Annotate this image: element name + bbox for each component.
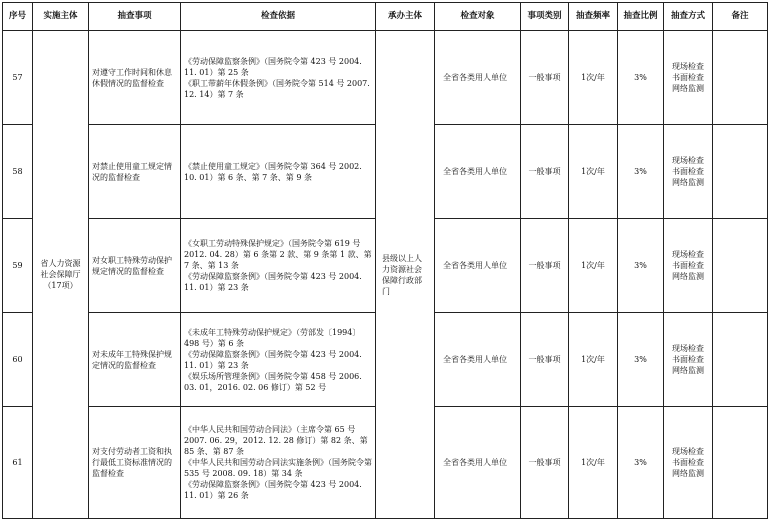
method-line: 网络监测 xyxy=(672,469,704,478)
header-cell: 承办主体 xyxy=(376,3,435,31)
basis-cell xyxy=(181,31,376,125)
inspection-frequency: 1次/年 xyxy=(569,31,618,125)
row-number: 57 xyxy=(3,31,33,125)
basis-line: 《娱乐场所管理条例》（国务院令第 458 号 2006. 03. 01，2016. 02. 06 修订）第 52 号 xyxy=(184,371,362,392)
item-category: 一般事项 xyxy=(521,407,569,519)
undertaker-cell: 县级以上人力资源社会保障行政部门 xyxy=(376,31,435,519)
inspection-object: 全省各类用人单位 xyxy=(435,219,521,313)
inspection-method xyxy=(664,31,713,125)
header-cell: 事项类别 xyxy=(521,3,569,31)
item-category: 一般事项 xyxy=(521,31,569,125)
inspection-ratio: 3% xyxy=(618,31,664,125)
inspection-item: 对遵守工作时间和休息休假情况的监督检查 xyxy=(89,31,181,125)
inspection-item: 对未成年工特殊保护规定情况的监督检查 xyxy=(89,313,181,407)
basis-cell xyxy=(181,407,376,519)
inspection-frequency: 1次/年 xyxy=(569,125,618,219)
method-line: 网络监测 xyxy=(672,272,704,281)
inspection-method xyxy=(664,125,713,219)
header-cell: 抽查事项 xyxy=(89,3,181,31)
inspection-table xyxy=(2,2,768,519)
header-row xyxy=(3,3,768,31)
header-cell: 备注 xyxy=(713,3,768,31)
header-cell: 抽查频率 xyxy=(569,3,618,31)
method-line: 书面检查 xyxy=(672,458,704,467)
method-line: 现场检查 xyxy=(672,250,704,259)
method-line: 现场检查 xyxy=(672,344,704,353)
basis-cell xyxy=(181,313,376,407)
inspection-item: 对女职工特殊劳动保护规定情况的监督检查 xyxy=(89,219,181,313)
row-number: 61 xyxy=(3,407,33,519)
row-number: 58 xyxy=(3,125,33,219)
basis-cell xyxy=(181,219,376,313)
inspection-item: 对支付劳动者工资和执行最低工资标准情况的监督检查 xyxy=(89,407,181,519)
inspection-object: 全省各类用人单位 xyxy=(435,31,521,125)
method-line: 书面检查 xyxy=(672,167,704,176)
inspection-item: 对禁止使用童工规定情况的监督检查 xyxy=(89,125,181,219)
method-line: 书面检查 xyxy=(672,355,704,364)
basis-line: 《女职工劳动特殊保护规定》（国务院令第 619 号 2012. 04. 28）第 6 条第 2 款、第 9 条第 1 款、第 7 条、第 13 条 xyxy=(184,239,372,270)
header-cell: 实施主体 xyxy=(33,3,89,31)
header-cell: 检查对象 xyxy=(435,3,521,31)
method-line: 书面检查 xyxy=(672,73,704,82)
item-category: 一般事项 xyxy=(521,125,569,219)
item-category: 一般事项 xyxy=(521,219,569,313)
method-line: 网络监测 xyxy=(672,84,704,93)
inspection-ratio: 3% xyxy=(618,125,664,219)
basis-line: 《劳动保障监察条例》（国务院令第 423 号 2004. 11. 01）第 25 条 xyxy=(184,56,362,77)
item-category: 一般事项 xyxy=(521,313,569,407)
inspection-object: 全省各类用人单位 xyxy=(435,407,521,519)
inspection-ratio: 3% xyxy=(618,407,664,519)
basis-line: 《职工带薪年休假条例》（国务院令第 514 号 2007. 12. 14）第 7 条 xyxy=(184,78,370,99)
inspection-frequency: 1次/年 xyxy=(569,407,618,519)
note-cell xyxy=(713,407,768,519)
note-cell xyxy=(713,313,768,407)
inspection-frequency: 1次/年 xyxy=(569,219,618,313)
implementer-cell: 省人力资源社会保障厅（17项） xyxy=(33,31,89,519)
note-cell xyxy=(713,31,768,125)
inspection-method xyxy=(664,313,713,407)
header-cell: 检查依据 xyxy=(181,3,376,31)
method-line: 书面检查 xyxy=(672,261,704,270)
inspection-object: 全省各类用人单位 xyxy=(435,125,521,219)
inspection-ratio: 3% xyxy=(618,219,664,313)
header-cell: 抽查方式 xyxy=(664,3,713,31)
basis-cell xyxy=(181,125,376,219)
method-line: 现场检查 xyxy=(672,156,704,165)
inspection-object: 全省各类用人单位 xyxy=(435,313,521,407)
basis-line: 《劳动保障监察条例》（国务院令第 423 号 2004. 11. 01）第 26 条 xyxy=(184,480,362,500)
header-cell: 序号 xyxy=(3,3,33,31)
basis-line: 《中华人民共和国劳动合同法实施条例》（国务院令第 535 号 2008. 09. 18）第 34 条 xyxy=(184,458,372,478)
method-line: 网络监测 xyxy=(672,366,704,375)
method-line: 现场检查 xyxy=(672,62,704,71)
inspection-method xyxy=(664,219,713,313)
table-row xyxy=(3,31,768,125)
inspection-ratio: 3% xyxy=(618,313,664,407)
inspection-frequency: 1次/年 xyxy=(569,313,618,407)
basis-line: 《未成年工特殊劳动保护规定》（劳部发〔1994〕498 号）第 6 条 xyxy=(184,327,361,348)
header-cell: 抽查比例 xyxy=(618,3,664,31)
basis-line: 《禁止使用童工规定》（国务院令第 364 号 2002. 10. 01）第 6 条、第 7 条、第 9 条 xyxy=(184,161,362,182)
method-line: 现场检查 xyxy=(672,447,704,456)
row-number: 59 xyxy=(3,219,33,313)
method-line: 网络监测 xyxy=(672,178,704,187)
inspection-method xyxy=(664,407,713,519)
note-cell xyxy=(713,219,768,313)
basis-line: 《劳动保障监察条例》（国务院令第 423 号 2004. 11. 01）第 23 条 xyxy=(184,272,362,292)
note-cell xyxy=(713,125,768,219)
row-number: 60 xyxy=(3,313,33,407)
basis-line: 《中华人民共和国劳动合同法》（主席令第 65 号 2007. 06. 29，2012. 12. 28 修订）第 82 条、第 85 条、第 87 条 xyxy=(184,425,368,456)
basis-line: 《劳动保障监察条例》（国务院令第 423 号 2004. 11. 01）第 23 条 xyxy=(184,349,362,370)
